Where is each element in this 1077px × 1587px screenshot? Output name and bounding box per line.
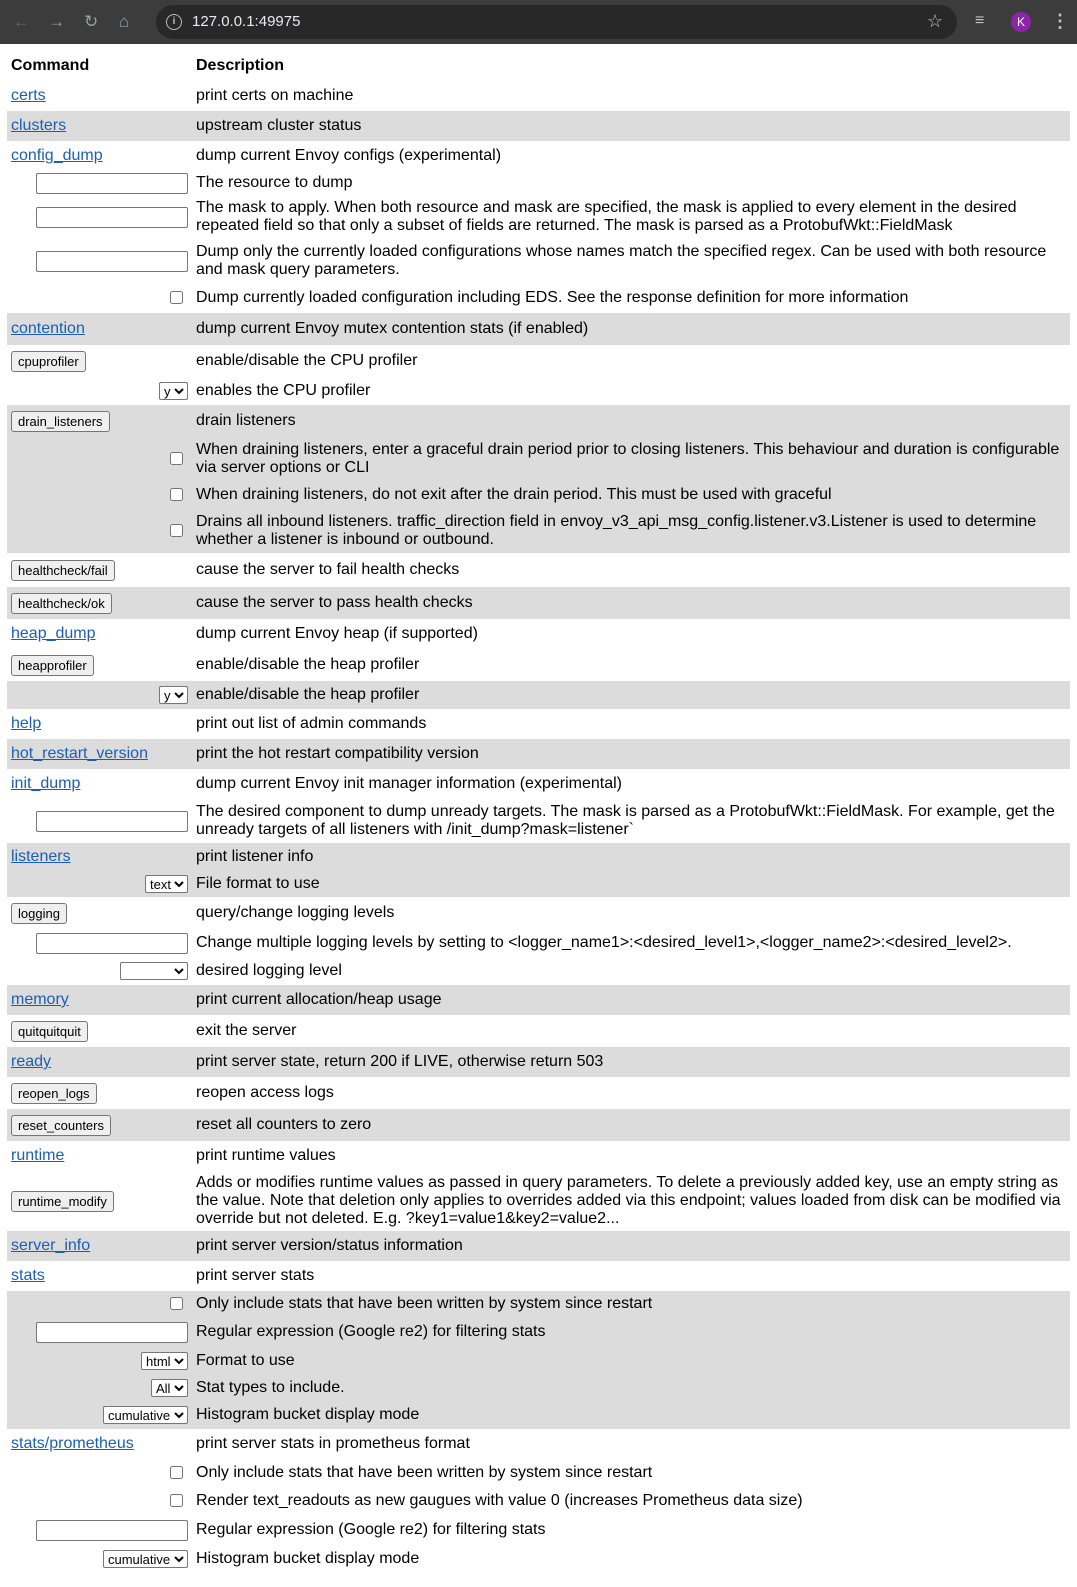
command-button-healthcheck-ok[interactable]: healthcheck/ok xyxy=(11,593,112,614)
table-row xyxy=(7,111,1070,141)
command-description: print certs on machine xyxy=(196,87,354,104)
description-cell xyxy=(192,1487,1070,1515)
command-description: print server version/status information xyxy=(196,1237,463,1254)
browser-menu-icon[interactable]: ⋮ xyxy=(1051,11,1069,31)
command-description: Only include stats that have been written by system since restart xyxy=(196,1464,653,1481)
command-description: Only include stats that have been written by system since restart xyxy=(196,1295,653,1312)
admin-command-table xyxy=(7,50,1070,1573)
description-cell xyxy=(192,681,1070,709)
command-description: desired logging level xyxy=(196,962,342,979)
command-cell xyxy=(7,195,192,239)
description-cell xyxy=(192,929,1070,957)
command-description: print out list of admin commands xyxy=(196,715,427,732)
command-cell xyxy=(7,897,192,929)
table-row xyxy=(7,239,1070,283)
table-row xyxy=(7,1545,1070,1573)
command-cell xyxy=(7,553,192,587)
command-cell xyxy=(7,1545,192,1573)
command-description: Dump only the currently loaded configurations whose names match the specified regex. Can be used with both resource and mask query parameters. xyxy=(196,243,1047,278)
command-description: Regular expression (Google re2) for filtering stats xyxy=(196,1521,546,1538)
description-cell xyxy=(192,1171,1070,1231)
command-cell xyxy=(7,1291,192,1317)
command-button-drain_listeners[interactable]: drain_listeners xyxy=(11,411,110,432)
command-cell xyxy=(7,81,192,111)
browser-toolbar xyxy=(0,0,1077,44)
description-cell xyxy=(192,985,1070,1015)
description-cell xyxy=(192,587,1070,619)
description-cell xyxy=(192,1231,1070,1261)
command-cell xyxy=(7,345,192,377)
command-link-stats-prometheus[interactable]: stats/prometheus xyxy=(11,1435,134,1452)
param-select[interactable] xyxy=(159,382,188,400)
table-row xyxy=(7,1429,1070,1459)
table-row xyxy=(7,1317,1070,1347)
command-description: enable/disable the heap profiler xyxy=(196,686,420,703)
command-button-reopen_logs[interactable]: reopen_logs xyxy=(11,1083,97,1104)
command-description: cause the server to fail health checks xyxy=(196,561,460,578)
table-row xyxy=(7,283,1070,313)
table-row xyxy=(7,1261,1070,1291)
table-row xyxy=(7,1077,1070,1109)
description-cell xyxy=(192,1545,1070,1573)
param-select[interactable] xyxy=(151,1379,188,1397)
command-description: When draining listeners, do not exit after the drain period. This must be used with graceful xyxy=(196,486,832,503)
command-cell xyxy=(7,1109,192,1141)
param-checkbox[interactable] xyxy=(170,452,183,465)
param-select[interactable] xyxy=(103,1550,188,1568)
command-link-stats[interactable]: stats xyxy=(11,1267,45,1284)
description-cell xyxy=(192,709,1070,739)
command-description: print server stats in prometheus format xyxy=(196,1435,470,1452)
command-cell xyxy=(7,985,192,1015)
table-row xyxy=(7,1347,1070,1375)
command-description: enable/disable the CPU profiler xyxy=(196,352,418,369)
description-cell xyxy=(192,649,1070,681)
command-description: Render text_readouts as new gaugues with value 0 (increases Prometheus data size) xyxy=(196,1492,803,1509)
table-row xyxy=(7,1141,1070,1171)
header-command: Command xyxy=(11,56,90,74)
command-cell xyxy=(7,871,192,897)
command-link-heap_dump[interactable]: heap_dump xyxy=(11,625,96,642)
description-cell xyxy=(192,1261,1070,1291)
table-row xyxy=(7,313,1070,345)
command-link-server_info[interactable]: server_info xyxy=(11,1237,91,1254)
description-cell xyxy=(192,1015,1070,1047)
table-header xyxy=(7,50,1070,81)
param-text-input[interactable] xyxy=(36,1520,188,1541)
command-cell xyxy=(7,649,192,681)
command-description: drain listeners xyxy=(196,412,296,429)
command-description: enable/disable the heap profiler xyxy=(196,656,420,673)
command-button-cpuprofiler[interactable]: cpuprofiler xyxy=(11,351,86,372)
command-cell xyxy=(7,437,192,481)
command-cell xyxy=(7,141,192,171)
command-link-clusters[interactable]: clusters xyxy=(11,117,67,134)
command-button-healthcheck-fail[interactable]: healthcheck/fail xyxy=(11,560,115,581)
command-description: dump current Envoy mutex contention stats (if enabled) xyxy=(196,320,589,337)
description-cell xyxy=(192,1047,1070,1077)
command-button-heapprofiler[interactable]: heapprofiler xyxy=(11,655,94,676)
command-button-quitquitquit[interactable]: quitquitquit xyxy=(11,1021,88,1042)
description-cell xyxy=(192,739,1070,769)
address-bar[interactable] xyxy=(156,5,957,39)
command-cell xyxy=(7,1515,192,1545)
command-cell xyxy=(7,1375,192,1401)
param-text-input[interactable] xyxy=(36,251,188,272)
command-description: When draining listeners, enter a graceful drain period prior to closing listeners. This behaviour and duration is configurable via server options or CLI xyxy=(196,441,1060,476)
description-cell xyxy=(192,957,1070,985)
command-cell xyxy=(7,1487,192,1515)
param-text-input[interactable] xyxy=(36,933,188,954)
description-cell xyxy=(192,345,1070,377)
command-description: dump current Envoy configs (experimental) xyxy=(196,147,502,164)
command-cell xyxy=(7,509,192,553)
command-description: query/change logging levels xyxy=(196,904,395,921)
command-cell xyxy=(7,1171,192,1231)
param-checkbox[interactable] xyxy=(170,1466,183,1479)
table-row xyxy=(7,437,1070,481)
command-cell xyxy=(7,709,192,739)
command-link-listeners[interactable]: listeners xyxy=(11,848,71,865)
command-description: File format to use xyxy=(196,875,320,892)
command-link-hot_restart_version[interactable]: hot_restart_version xyxy=(11,745,148,762)
table-row xyxy=(7,681,1070,709)
command-description: enables the CPU profiler xyxy=(196,382,371,399)
description-cell xyxy=(192,195,1070,239)
table-row xyxy=(7,1109,1070,1141)
description-cell xyxy=(192,1109,1070,1141)
table-row xyxy=(7,195,1070,239)
command-cell xyxy=(7,681,192,709)
command-description: reset all counters to zero xyxy=(196,1116,372,1133)
command-description: print runtime values xyxy=(196,1147,336,1164)
param-checkbox[interactable] xyxy=(170,1297,183,1310)
command-cell xyxy=(7,1077,192,1109)
command-cell xyxy=(7,619,192,649)
command-link-memory[interactable]: memory xyxy=(11,991,69,1008)
command-cell xyxy=(7,171,192,195)
description-cell xyxy=(192,1401,1070,1429)
description-cell xyxy=(192,799,1070,843)
command-cell xyxy=(7,1401,192,1429)
param-text-input[interactable] xyxy=(36,811,188,832)
param-checkbox[interactable] xyxy=(170,291,183,304)
command-description: upstream cluster status xyxy=(196,117,362,134)
table-row xyxy=(7,345,1070,377)
command-cell xyxy=(7,1429,192,1459)
table-row xyxy=(7,1375,1070,1401)
command-description: The resource to dump xyxy=(196,174,353,191)
param-text-input[interactable] xyxy=(36,173,188,194)
param-text-input[interactable] xyxy=(36,1322,188,1343)
description-cell xyxy=(192,437,1070,481)
param-select[interactable] xyxy=(103,1406,188,1424)
command-description: print server state, return 200 if LIVE, otherwise return 503 xyxy=(196,1053,604,1070)
table-row xyxy=(7,957,1070,985)
description-cell xyxy=(192,405,1070,437)
command-link-ready[interactable]: ready xyxy=(11,1053,52,1070)
url-text[interactable]: 127.0.0.1:49975 xyxy=(192,13,301,30)
table-row xyxy=(7,141,1070,171)
table-row xyxy=(7,1401,1070,1429)
table-row xyxy=(7,985,1070,1015)
command-cell xyxy=(7,1459,192,1487)
command-cell xyxy=(7,1015,192,1047)
command-button-runtime_modify[interactable]: runtime_modify xyxy=(11,1191,114,1212)
header-description: Description xyxy=(196,56,285,74)
command-link-help[interactable]: help xyxy=(11,715,42,732)
param-checkbox[interactable] xyxy=(170,488,183,501)
description-cell xyxy=(192,1347,1070,1375)
command-description: dump current Envoy init manager information (experimental) xyxy=(196,775,622,792)
table-row xyxy=(7,897,1070,929)
command-cell xyxy=(7,1141,192,1171)
command-link-certs[interactable]: certs xyxy=(11,87,46,104)
description-cell xyxy=(192,619,1070,649)
command-button-reset_counters[interactable]: reset_counters xyxy=(11,1115,111,1136)
command-cell xyxy=(7,481,192,509)
command-link-config_dump[interactable]: config_dump xyxy=(11,147,103,164)
command-cell xyxy=(7,111,192,141)
command-description: The desired component to dump unready targets. The mask is parsed as a ProtobufWkt::FieldMask. For example, get the unready targets of all listeners with /init_dump?mask=listener` xyxy=(196,803,1055,838)
back-icon[interactable]: ← xyxy=(13,12,30,31)
home-icon[interactable]: ⌂ xyxy=(119,12,130,31)
table-row xyxy=(7,1015,1070,1047)
description-cell xyxy=(192,1317,1070,1347)
table-row xyxy=(7,587,1070,619)
param-select[interactable] xyxy=(159,686,188,704)
table-row xyxy=(7,405,1070,437)
command-cell xyxy=(7,313,192,345)
description-cell xyxy=(192,481,1070,509)
command-cell xyxy=(7,587,192,619)
command-cell xyxy=(7,283,192,313)
description-cell xyxy=(192,141,1070,171)
command-description: Format to use xyxy=(196,1352,295,1369)
command-cell xyxy=(7,1261,192,1291)
description-cell xyxy=(192,1459,1070,1487)
table-row xyxy=(7,81,1070,111)
description-cell xyxy=(192,1077,1070,1109)
table-row xyxy=(7,1459,1070,1487)
command-cell xyxy=(7,405,192,437)
description-cell xyxy=(192,377,1070,405)
reading-list-icon[interactable]: ≡ xyxy=(975,12,985,29)
description-cell xyxy=(192,81,1070,111)
command-cell xyxy=(7,1347,192,1375)
table-row xyxy=(7,1171,1070,1231)
table-row xyxy=(7,1231,1070,1261)
command-cell xyxy=(7,1047,192,1077)
description-cell xyxy=(192,111,1070,141)
description-cell xyxy=(192,1515,1070,1545)
description-cell xyxy=(192,1141,1070,1171)
command-description: Dump currently loaded configuration including EDS. See the response definition for more information xyxy=(196,289,909,306)
table-row xyxy=(7,843,1070,871)
description-cell xyxy=(192,239,1070,283)
description-cell xyxy=(192,1429,1070,1459)
command-link-init_dump[interactable]: init_dump xyxy=(11,775,81,792)
command-description: Stat types to include. xyxy=(196,1379,345,1396)
description-cell xyxy=(192,509,1070,553)
description-cell xyxy=(192,171,1070,195)
table-row xyxy=(7,649,1070,681)
param-text-input[interactable] xyxy=(36,207,188,228)
table-row xyxy=(7,1291,1070,1317)
command-cell xyxy=(7,739,192,769)
description-cell xyxy=(192,313,1070,345)
command-button-logging[interactable]: logging xyxy=(11,903,67,924)
command-description: Adds or modifies runtime values as passed in query parameters. To delete a previously added key, use an empty string as the value. Note that deletion only applies to overrides added via this endpoint; values loaded from disk can be modified via override but not deleted. E.g. ?key1=value1&key2=value2... xyxy=(196,1174,1061,1227)
command-cell xyxy=(7,239,192,283)
command-description: Histogram bucket display mode xyxy=(196,1406,420,1423)
table-row xyxy=(7,1487,1070,1515)
command-cell xyxy=(7,957,192,985)
table-row xyxy=(7,509,1070,553)
table-row xyxy=(7,377,1070,405)
command-cell xyxy=(7,843,192,871)
site-info-icon[interactable]: i xyxy=(166,14,182,30)
command-cell xyxy=(7,377,192,405)
table-row xyxy=(7,619,1070,649)
command-description: Change multiple logging levels by setting to <logger_name1>:<desired_level1>,<logger_name2>:<desired_level2>. xyxy=(196,934,1012,951)
table-row xyxy=(7,709,1070,739)
description-cell xyxy=(192,871,1070,897)
param-select[interactable] xyxy=(145,875,188,893)
command-cell xyxy=(7,1317,192,1347)
table-row xyxy=(7,739,1070,769)
command-description: print the hot restart compatibility version xyxy=(196,745,479,762)
command-description: The mask to apply. When both resource and mask are specified, the mask is applied to every element in the desired repeated field so that only a subset of fields are returned. The mask is parsed as a ProtobufWkt::FieldMask xyxy=(196,199,1017,234)
command-description: Histogram bucket display mode xyxy=(196,1550,420,1567)
command-description: reopen access logs xyxy=(196,1084,334,1101)
table-row xyxy=(7,171,1070,195)
description-cell xyxy=(192,843,1070,871)
table-row xyxy=(7,481,1070,509)
param-select[interactable] xyxy=(120,962,188,980)
command-link-contention[interactable]: contention xyxy=(11,320,85,337)
command-link-runtime[interactable]: runtime xyxy=(11,1147,65,1164)
table-row xyxy=(7,1515,1070,1545)
command-description: Regular expression (Google re2) for filtering stats xyxy=(196,1323,546,1340)
command-description: print server stats xyxy=(196,1267,315,1284)
command-description: dump current Envoy heap (if supported) xyxy=(196,625,478,642)
table-row xyxy=(7,929,1070,957)
command-cell xyxy=(7,1231,192,1261)
table-row xyxy=(7,769,1070,799)
description-cell xyxy=(192,897,1070,929)
command-cell xyxy=(7,769,192,799)
description-cell xyxy=(192,769,1070,799)
description-cell xyxy=(192,283,1070,313)
table-row xyxy=(7,799,1070,843)
description-cell xyxy=(192,1375,1070,1401)
command-cell xyxy=(7,799,192,843)
reload-icon[interactable]: ↻ xyxy=(84,12,99,31)
command-description: print listener info xyxy=(196,848,314,865)
table-row xyxy=(7,553,1070,587)
bookmark-star-icon[interactable]: ☆ xyxy=(926,11,943,31)
description-cell xyxy=(192,1291,1070,1317)
command-description: exit the server xyxy=(196,1022,297,1039)
command-description: Drains all inbound listeners. traffic_direction field in envoy_v3_api_msg_config.listener.v3.Listener is used to determine whether a listener is inbound or outbound. xyxy=(196,513,1037,548)
param-select[interactable] xyxy=(141,1352,188,1370)
command-description: print current allocation/heap usage xyxy=(196,991,442,1008)
param-checkbox[interactable] xyxy=(170,524,183,537)
description-cell xyxy=(192,553,1070,587)
forward-icon[interactable]: → xyxy=(48,12,65,31)
command-description: cause the server to pass health checks xyxy=(196,594,473,611)
avatar[interactable]: K xyxy=(1011,12,1031,32)
table-row xyxy=(7,1047,1070,1077)
command-cell xyxy=(7,929,192,957)
table-row xyxy=(7,871,1070,897)
param-checkbox[interactable] xyxy=(170,1494,183,1507)
